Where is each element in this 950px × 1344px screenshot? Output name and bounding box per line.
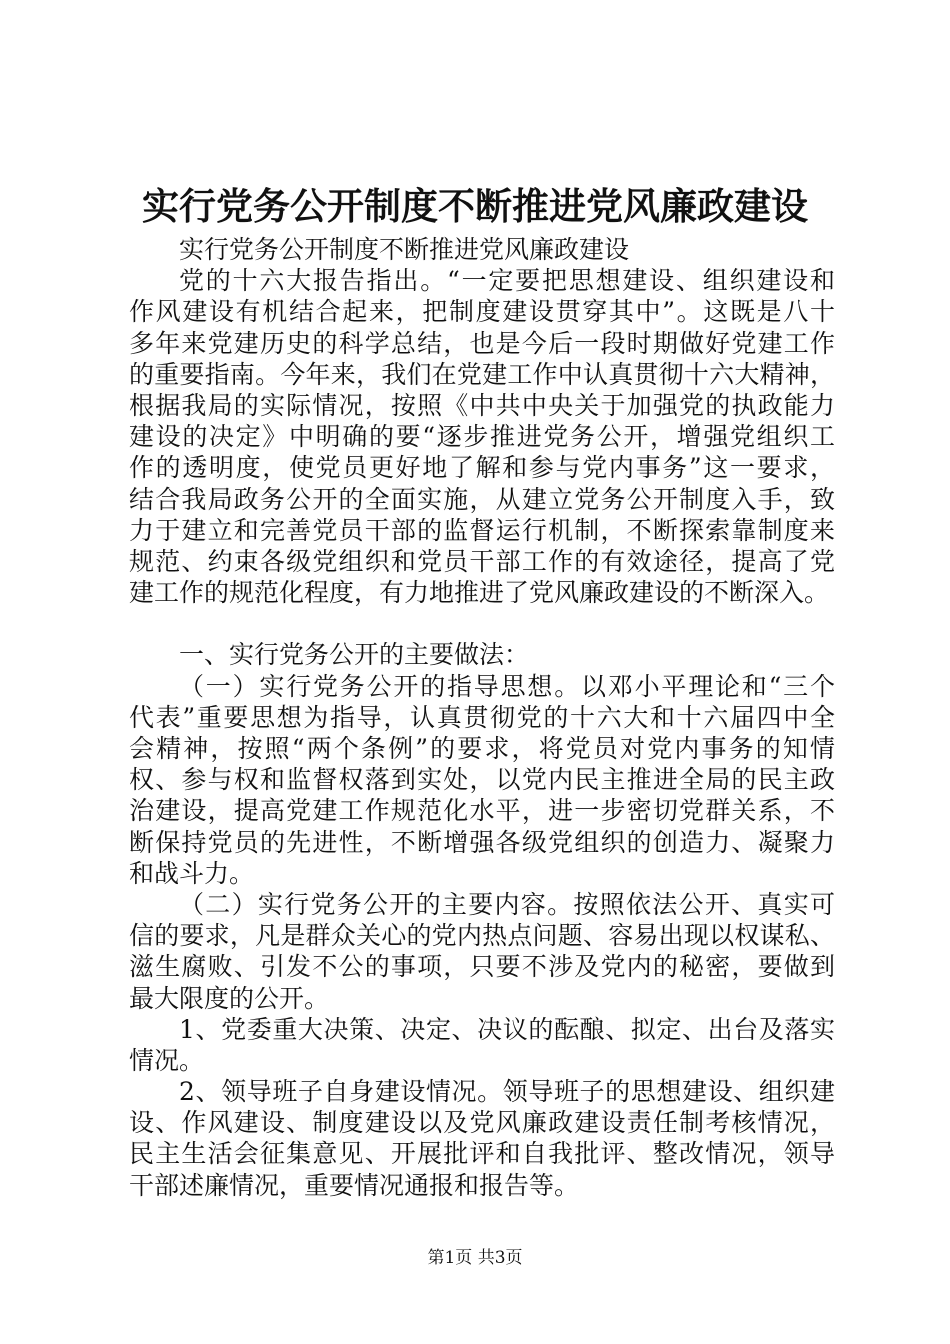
text-line: 和战斗力。 — [129, 858, 255, 888]
text-line: 断保持党员的先进性，不断增强各级党组织的创造力、凝聚力 — [129, 827, 835, 857]
document-body — [129, 234, 835, 1201]
text-line: 规范、约束各级党组织和党员干部工作的有效途径，提高了党 — [129, 546, 835, 576]
text-line: 根据我局的实际情况，按照《中共中央关于加强党的执政能力 — [129, 390, 835, 420]
text-line: 作的透明度，使党员更好地了解和参与党内事务”这一要求， — [129, 453, 835, 483]
text-line: 的重要指南。今年来，我们在党建工作中认真贯彻十六大精神， — [129, 359, 835, 389]
text-line: （一）实行党务公开的指导思想。以邓小平理论和“三个 — [179, 671, 835, 701]
text-line: 建设的决定》中明确的要“逐步推进党务公开，增强党组织工 — [129, 422, 835, 452]
text-line: 设、作风建设、制度建设以及党风廉政建设责任制考核情况， — [129, 1108, 835, 1138]
text-line: 实行党务公开制度不断推进党风廉政建设 — [179, 235, 630, 264]
text-line: 建工作的规范化程度，有力地推进了党风廉政建设的不断深入。 — [129, 578, 830, 608]
paragraph-gap — [129, 608, 835, 639]
text-line: 最大限度的公开。 — [129, 983, 330, 1013]
text-line: 1、党委重大决策、决定、决议的酝酿、拟定、出台及落实 — [179, 1014, 835, 1044]
text-line: 权、参与权和监督权落到实处，以党内民主推进全局的民主政 — [129, 765, 835, 795]
text-line: 治建设，提高党建工作规范化水平，进一步密切党群关系，不 — [129, 796, 835, 826]
text-line: （二）实行党务公开的主要内容。按照依法公开、真实可 — [179, 889, 835, 919]
document-title: 实行党务公开制度不断推进党风廉政建设 — [142, 184, 808, 228]
text-line: 情况。 — [129, 1045, 205, 1075]
text-line: 一、实行党务公开的主要做法： — [179, 640, 530, 670]
text-line: 民主生活会征集意见、开展批评和自我批评、整改情况，领导 — [129, 1139, 835, 1169]
text-line: 多年来党建历史的科学总结，也是今后一段时期做好党建工作 — [129, 328, 835, 358]
text-line: 作风建设有机结合起来，把制度建设贯穿其中”。这既是八十 — [129, 297, 835, 327]
text-line: 结合我局政务公开的全面实施，从建立党务公开制度入手，致 — [129, 484, 835, 514]
text-line: 会精神，按照“两个条例”的要求，将党员对党内事务的知情 — [129, 734, 835, 763]
text-line: 信的要求，凡是群众关心的党内热点问题、容易出现以权谋私、 — [129, 921, 835, 951]
text-line: 党的十六大报告指出。“一定要把思想建设、组织建设和 — [179, 266, 835, 296]
page-footer: 第1页 共3页 — [427, 1248, 523, 1268]
text-line: 2、领导班子自身建设情况。领导班子的思想建设、组织建 — [179, 1077, 835, 1107]
text-line: 代表”重要思想为指导，认真贯彻党的十六大和十六届四中全 — [129, 702, 835, 732]
text-line: 干部述廉情况，重要情况通报和报告等。 — [129, 1170, 580, 1200]
text-line: 力于建立和完善党员干部的监督运行机制，不断探索靠制度来 — [129, 515, 835, 545]
text-line: 滋生腐败、引发不公的事项，只要不涉及党内的秘密，要做到 — [129, 952, 835, 982]
